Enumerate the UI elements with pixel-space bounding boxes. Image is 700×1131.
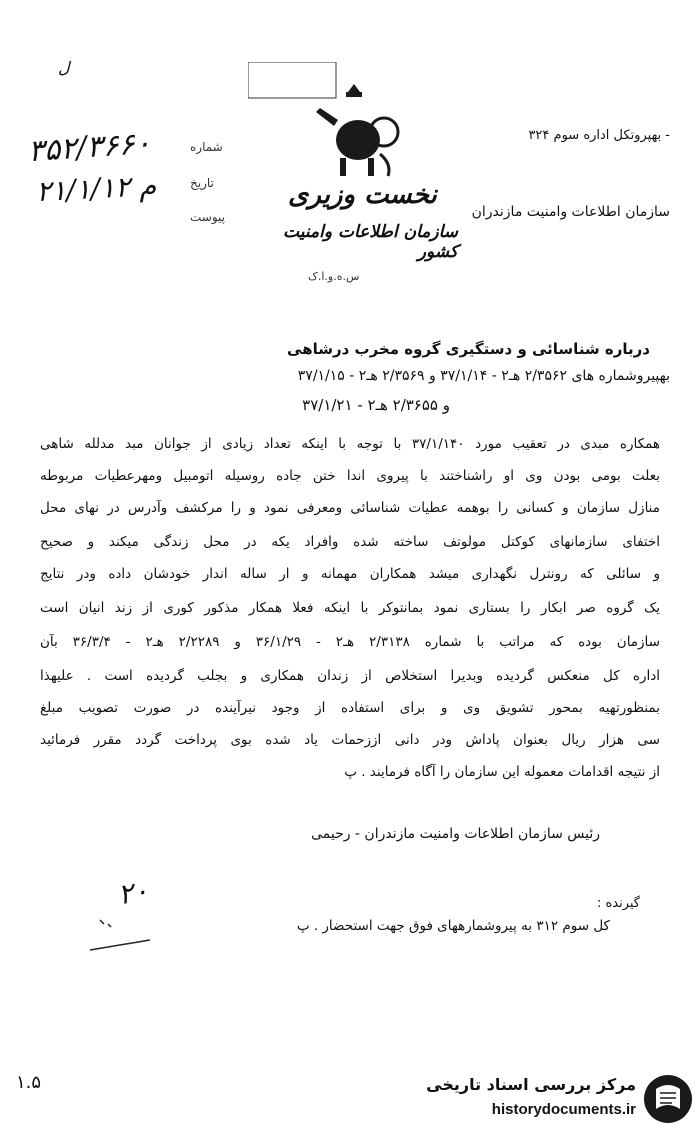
watermark-name: مرکز بررسی اسناد تاریخی (426, 1075, 636, 1094)
body-line: همکاره مبدی در تعقیب مورد ۳۷/۱/۱۴۰ با توجه با اینکه تعداد زیادی از جوانان مبد مدلله شاهی (40, 436, 660, 452)
reference-line-1: بهپیروشماره های ۲/۳۵۶۲ هـ۲ - ۳۷/۱/۱۴ و ۲/۳۵۶۹ هـ۲ - ۳۷/۱/۱۵ (297, 368, 670, 384)
watermark-url: historydocuments.ir (491, 1101, 636, 1118)
cc-label: گیرنده : (596, 896, 640, 911)
signature: رئیس سازمان اطلاعات وامنیت مازندران - رحیمی (311, 826, 600, 842)
body-line: سی هزار ریال بعنوان پاداش ودر دانی اززحمات یاد شده بوی پرداخت گردد مقرر فرمائید (40, 732, 660, 748)
margin-scribble-icon (80, 900, 160, 960)
reference-line-2: و ۲/۳۶۵۵ هـ۲ - ۳۷/۱/۲۱ (302, 396, 450, 414)
body-line: بعلت بومی بودن وی او راشناختند با پیروی اندا ختن جاده روسیله اتومبیل ومهرعطیات مربوطه (40, 468, 660, 484)
body-line: اختفای سازمانهای کوکتل مولوتف ساخته شده وافراد یکه در محل زندگی میکند و صحیح (40, 534, 660, 550)
label-attachment: پیوست (190, 210, 225, 224)
subject: درباره شناسائی و دستگیری گروه مخرب درشاهی (287, 340, 650, 358)
page-number: ۱.۵ (16, 1072, 42, 1093)
margin-note: ۲۰ (115, 873, 151, 912)
handwritten-number: ۳۵۲/۳۶۶۰ (26, 125, 152, 170)
document-roll-icon (642, 1071, 694, 1127)
label-number: شماره (190, 140, 223, 154)
watermark (410, 1067, 700, 1131)
body-line: از نتیجه اقدامات معموله این سازمان را آگاه فرمایند . پ (344, 764, 660, 780)
cc-text: کل سوم ۳۱۲ به پیروشمارههای فوق جهت استحضار . پ (296, 918, 610, 934)
body-line: یک گروه صر ابکار را بستاری نمود بمانتوکر با اینکه فعلا همکار مذکور کوری از زند انیان است (40, 600, 660, 616)
body-line: و سائلی که رونترل نگهداری میشد همکاران مهمانه و ار ساله اندار خودشان داده ودر نتایج (40, 566, 660, 582)
body-line: بمنظورتهیه بمحور تشویق وی و برای استفاده از وجود نیرآینده در صورت تصویب مبلغ (40, 700, 660, 716)
header-protocol: - بهپروتکل اداره سوم ۳۲۴ (528, 128, 670, 143)
letterhead (248, 62, 458, 322)
label-date: تاریخ (190, 176, 214, 190)
body-line: منازل سازمان و کسانی را بوهمه عطیات شناسائی ومعرفی نمود و را مرکشف وآدرس در نهای محل (40, 500, 660, 516)
org-code: س.ه.و.ا.ک (308, 270, 360, 283)
handwritten-date: ۲۱/۱/۱۲ م (35, 168, 158, 209)
org-title: نخست وزیری (288, 180, 437, 210)
top-mark: ل (58, 58, 70, 77)
body-line: سازمان بوده که مراتب با شماره ۲/۳۱۳۸ هـ۲ - ۳۶/۱/۲۹ و ۲/۲۲۸۹ هـ۲ - ۳۶/۳/۴ بآن (40, 634, 660, 650)
org-subtitle: سازمان اطلاعات وامنیت کشور (283, 222, 458, 262)
header-organization: سازمان اطلاعات وامنیت مازندران (471, 204, 670, 220)
lion-and-sun-emblem-icon (248, 62, 458, 182)
body-line: اداره کل منعکس گردیده وبدیرا استخلاص از زندان همکاری و بجلب گردیده است . علیهذا (40, 668, 660, 684)
